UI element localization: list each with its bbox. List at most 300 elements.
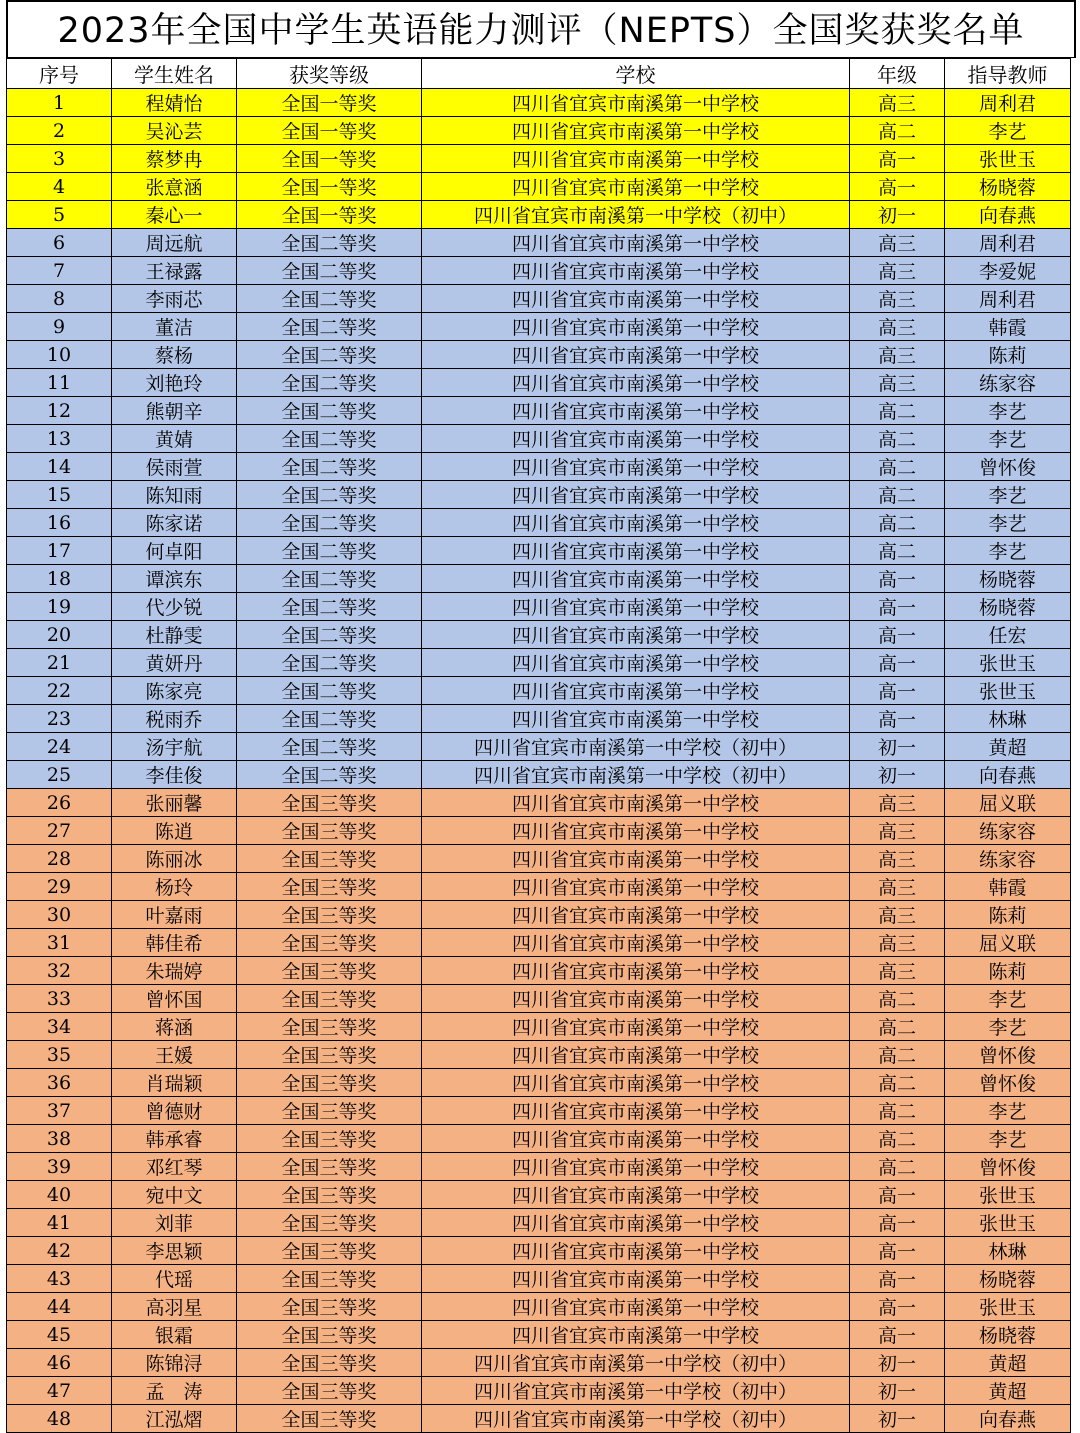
cell-seq: 17 [7,537,112,565]
cell-student-name: 熊朝辛 [112,397,237,425]
cell-seq: 44 [7,1293,112,1321]
cell-school: 四川省宜宾市南溪第一中学校 [422,145,850,173]
cell-student-name: 韩佳希 [112,929,237,957]
cell-grade: 高二 [850,537,945,565]
cell-school: 四川省宜宾市南溪第一中学校 [422,481,850,509]
table-row [7,145,1071,173]
table-row [7,201,1071,229]
cell-school: 四川省宜宾市南溪第一中学校 [422,285,850,313]
table-row [7,369,1071,397]
table-row [7,481,1071,509]
cell-award-level: 全国二等奖 [237,341,422,369]
table-row [7,1321,1071,1349]
cell-student-name: 高羽星 [112,1293,237,1321]
cell-school: 四川省宜宾市南溪第一中学校 [422,397,850,425]
cell-teacher: 李艺 [945,985,1071,1013]
cell-teacher: 练家容 [945,369,1071,397]
cell-teacher: 张世玉 [945,1293,1071,1321]
header-teacher: 指导教师 [945,59,1071,89]
table-row [7,313,1071,341]
cell-school: 四川省宜宾市南溪第一中学校 [422,873,850,901]
cell-seq: 8 [7,285,112,313]
cell-school: 四川省宜宾市南溪第一中学校 [422,957,850,985]
cell-teacher: 李爱妮 [945,257,1071,285]
table-row [7,173,1071,201]
cell-seq: 38 [7,1125,112,1153]
cell-student-name: 宛中文 [112,1181,237,1209]
table-row [7,1125,1071,1153]
cell-grade: 初一 [850,1405,945,1433]
cell-seq: 11 [7,369,112,397]
cell-teacher: 杨晓蓉 [945,1321,1071,1349]
table-row [7,1265,1071,1293]
cell-award-level: 全国三等奖 [237,789,422,817]
cell-school: 四川省宜宾市南溪第一中学校 [422,593,850,621]
cell-grade: 高二 [850,453,945,481]
cell-teacher: 张世玉 [945,1209,1071,1237]
cell-grade: 初一 [850,1377,945,1405]
cell-student-name: 陈逍 [112,817,237,845]
cell-grade: 高一 [850,1293,945,1321]
cell-teacher: 李艺 [945,117,1071,145]
table-row [7,1405,1071,1433]
cell-seq: 26 [7,789,112,817]
cell-seq: 46 [7,1349,112,1377]
cell-grade: 高一 [850,1265,945,1293]
cell-grade: 高二 [850,1069,945,1097]
table-row [7,929,1071,957]
cell-grade: 高二 [850,1013,945,1041]
cell-school: 四川省宜宾市南溪第一中学校 [422,845,850,873]
cell-grade: 初一 [850,733,945,761]
cell-school: 四川省宜宾市南溪第一中学校 [422,453,850,481]
cell-student-name: 侯雨萱 [112,453,237,481]
cell-school: 四川省宜宾市南溪第一中学校 [422,509,850,537]
cell-teacher: 练家容 [945,817,1071,845]
table-row [7,789,1071,817]
cell-seq: 20 [7,621,112,649]
cell-seq: 31 [7,929,112,957]
cell-school: 四川省宜宾市南溪第一中学校 [422,313,850,341]
cell-student-name: 张意涵 [112,173,237,201]
cell-student-name: 杨玲 [112,873,237,901]
page-title: 2023年全国中学生英语能力测评（NEPTS）全国奖获奖名单 [6,0,1076,58]
cell-seq: 42 [7,1237,112,1265]
cell-seq: 27 [7,817,112,845]
cell-award-level: 全国三等奖 [237,845,422,873]
table-row [7,1097,1071,1125]
cell-award-level: 全国三等奖 [237,1125,422,1153]
cell-grade: 高一 [850,565,945,593]
table-row [7,257,1071,285]
cell-grade: 高一 [850,145,945,173]
cell-teacher: 向春燕 [945,1405,1071,1433]
cell-grade: 高一 [850,621,945,649]
cell-award-level: 全国三等奖 [237,1013,422,1041]
cell-seq: 5 [7,201,112,229]
cell-student-name: 李雨芯 [112,285,237,313]
cell-grade: 初一 [850,761,945,789]
cell-seq: 14 [7,453,112,481]
cell-award-level: 全国三等奖 [237,1349,422,1377]
cell-teacher: 韩霞 [945,873,1071,901]
cell-grade: 高二 [850,425,945,453]
table-row [7,901,1071,929]
cell-seq: 47 [7,1377,112,1405]
cell-teacher: 张世玉 [945,677,1071,705]
cell-teacher: 黄超 [945,1377,1071,1405]
table-row [7,509,1071,537]
cell-award-level: 全国二等奖 [237,677,422,705]
cell-grade: 高一 [850,1181,945,1209]
cell-student-name: 代瑶 [112,1265,237,1293]
table-row [7,1237,1071,1265]
table-row [7,873,1071,901]
table-row [7,845,1071,873]
cell-award-level: 全国三等奖 [237,1041,422,1069]
cell-student-name: 韩承睿 [112,1125,237,1153]
cell-student-name: 王禄露 [112,257,237,285]
cell-school: 四川省宜宾市南溪第一中学校 [422,789,850,817]
cell-seq: 9 [7,313,112,341]
cell-grade: 高三 [850,929,945,957]
cell-school: 四川省宜宾市南溪第一中学校 [422,257,850,285]
header-seq: 序号 [7,59,112,89]
cell-award-level: 全国三等奖 [237,1405,422,1433]
cell-seq: 39 [7,1153,112,1181]
cell-school: 四川省宜宾市南溪第一中学校（初中） [422,201,850,229]
cell-award-level: 全国三等奖 [237,1069,422,1097]
table-row [7,425,1071,453]
cell-student-name: 程婧怡 [112,89,237,117]
cell-student-name: 王媛 [112,1041,237,1069]
cell-seq: 36 [7,1069,112,1097]
cell-seq: 29 [7,873,112,901]
cell-student-name: 蔡梦冉 [112,145,237,173]
cell-grade: 高一 [850,649,945,677]
cell-teacher: 李艺 [945,509,1071,537]
cell-grade: 高三 [850,285,945,313]
cell-student-name: 蔡杨 [112,341,237,369]
cell-school: 四川省宜宾市南溪第一中学校 [422,1013,850,1041]
cell-school: 四川省宜宾市南溪第一中学校 [422,677,850,705]
table-row [7,537,1071,565]
cell-grade: 高二 [850,985,945,1013]
table-row [7,621,1071,649]
cell-school: 四川省宜宾市南溪第一中学校 [422,1153,850,1181]
cell-school: 四川省宜宾市南溪第一中学校 [422,817,850,845]
cell-teacher: 黄超 [945,1349,1071,1377]
cell-seq: 13 [7,425,112,453]
cell-grade: 高二 [850,481,945,509]
cell-student-name: 谭滨东 [112,565,237,593]
cell-teacher: 李艺 [945,537,1071,565]
cell-teacher: 张世玉 [945,1181,1071,1209]
cell-school: 四川省宜宾市南溪第一中学校 [422,173,850,201]
cell-teacher: 练家容 [945,845,1071,873]
cell-school: 四川省宜宾市南溪第一中学校 [422,117,850,145]
cell-grade: 高二 [850,117,945,145]
cell-school: 四川省宜宾市南溪第一中学校 [422,1237,850,1265]
cell-teacher: 李艺 [945,425,1071,453]
table-row [7,1013,1071,1041]
cell-grade: 高一 [850,593,945,621]
cell-award-level: 全国三等奖 [237,957,422,985]
cell-award-level: 全国二等奖 [237,285,422,313]
cell-award-level: 全国二等奖 [237,481,422,509]
cell-grade: 高三 [850,789,945,817]
cell-school: 四川省宜宾市南溪第一中学校 [422,1125,850,1153]
cell-seq: 10 [7,341,112,369]
cell-award-level: 全国三等奖 [237,929,422,957]
cell-student-name: 曾德财 [112,1097,237,1125]
table-row [7,677,1071,705]
cell-teacher: 曾怀俊 [945,1153,1071,1181]
cell-award-level: 全国二等奖 [237,705,422,733]
cell-school: 四川省宜宾市南溪第一中学校 [422,1321,850,1349]
cell-student-name: 陈丽冰 [112,845,237,873]
cell-school: 四川省宜宾市南溪第一中学校 [422,537,850,565]
cell-award-level: 全国二等奖 [237,313,422,341]
cell-teacher: 李艺 [945,397,1071,425]
table-row [7,89,1071,117]
cell-teacher: 陈莉 [945,901,1071,929]
cell-teacher: 曾怀俊 [945,1069,1071,1097]
cell-grade: 高三 [850,229,945,257]
cell-award-level: 全国三等奖 [237,1153,422,1181]
cell-grade: 高一 [850,705,945,733]
cell-grade: 高二 [850,509,945,537]
cell-award-level: 全国三等奖 [237,1377,422,1405]
cell-award-level: 全国三等奖 [237,1321,422,1349]
cell-school: 四川省宜宾市南溪第一中学校 [422,425,850,453]
cell-school: 四川省宜宾市南溪第一中学校 [422,929,850,957]
cell-student-name: 叶嘉雨 [112,901,237,929]
cell-seq: 37 [7,1097,112,1125]
cell-seq: 23 [7,705,112,733]
cell-teacher: 屈义联 [945,929,1071,957]
cell-teacher: 杨晓蓉 [945,1265,1071,1293]
cell-grade: 高一 [850,173,945,201]
cell-school: 四川省宜宾市南溪第一中学校 [422,985,850,1013]
cell-award-level: 全国二等奖 [237,257,422,285]
cell-student-name: 刘菲 [112,1209,237,1237]
cell-seq: 3 [7,145,112,173]
cell-grade: 高二 [850,1125,945,1153]
cell-award-level: 全国二等奖 [237,425,422,453]
table-row [7,397,1071,425]
cell-teacher: 周利君 [945,285,1071,313]
cell-seq: 15 [7,481,112,509]
cell-school: 四川省宜宾市南溪第一中学校 [422,901,850,929]
cell-teacher: 陈莉 [945,957,1071,985]
cell-grade: 高一 [850,1237,945,1265]
cell-teacher: 林琳 [945,705,1071,733]
cell-award-level: 全国二等奖 [237,565,422,593]
award-list-sheet [6,0,1076,1433]
cell-school: 四川省宜宾市南溪第一中学校 [422,565,850,593]
cell-school: 四川省宜宾市南溪第一中学校 [422,1097,850,1125]
cell-grade: 高三 [850,957,945,985]
cell-award-level: 全国一等奖 [237,117,422,145]
cell-grade: 初一 [850,1349,945,1377]
cell-teacher: 黄超 [945,733,1071,761]
cell-grade: 高三 [850,369,945,397]
header-school: 学校 [422,59,850,89]
cell-teacher: 李艺 [945,481,1071,509]
cell-student-name: 陈家诺 [112,509,237,537]
cell-seq: 6 [7,229,112,257]
cell-grade: 高三 [850,901,945,929]
table-row [7,1041,1071,1069]
cell-grade: 高三 [850,341,945,369]
cell-school: 四川省宜宾市南溪第一中学校 [422,705,850,733]
cell-seq: 4 [7,173,112,201]
cell-school: 四川省宜宾市南溪第一中学校 [422,1041,850,1069]
cell-grade: 高三 [850,873,945,901]
cell-award-level: 全国二等奖 [237,733,422,761]
cell-school: 四川省宜宾市南溪第一中学校（初中） [422,761,850,789]
award-table [6,58,1071,1433]
table-row [7,705,1071,733]
cell-award-level: 全国二等奖 [237,621,422,649]
table-row [7,957,1071,985]
table-row [7,285,1071,313]
cell-award-level: 全国三等奖 [237,901,422,929]
table-row [7,1293,1071,1321]
cell-seq: 12 [7,397,112,425]
cell-seq: 2 [7,117,112,145]
cell-award-level: 全国二等奖 [237,537,422,565]
cell-grade: 高一 [850,1321,945,1349]
cell-grade: 高三 [850,845,945,873]
cell-seq: 19 [7,593,112,621]
cell-award-level: 全国三等奖 [237,1293,422,1321]
cell-student-name: 陈家亮 [112,677,237,705]
cell-student-name: 汤宇航 [112,733,237,761]
cell-award-level: 全国三等奖 [237,873,422,901]
header-award-level: 获奖等级 [237,59,422,89]
cell-grade: 高二 [850,1041,945,1069]
cell-teacher: 周利君 [945,89,1071,117]
cell-student-name: 黄婧 [112,425,237,453]
cell-teacher: 李艺 [945,1125,1071,1153]
cell-award-level: 全国二等奖 [237,453,422,481]
cell-seq: 41 [7,1209,112,1237]
cell-grade: 高一 [850,677,945,705]
cell-teacher: 杨晓蓉 [945,565,1071,593]
table-row [7,1069,1071,1097]
cell-grade: 高二 [850,1097,945,1125]
cell-school: 四川省宜宾市南溪第一中学校 [422,621,850,649]
cell-award-level: 全国三等奖 [237,1181,422,1209]
cell-school: 四川省宜宾市南溪第一中学校 [422,649,850,677]
table-row [7,649,1071,677]
cell-student-name: 李佳俊 [112,761,237,789]
cell-student-name: 陈锦浔 [112,1349,237,1377]
cell-teacher: 向春燕 [945,761,1071,789]
cell-school: 四川省宜宾市南溪第一中学校 [422,369,850,397]
cell-student-name: 黄妍丹 [112,649,237,677]
cell-award-level: 全国二等奖 [237,761,422,789]
cell-seq: 45 [7,1321,112,1349]
cell-grade: 高三 [850,89,945,117]
cell-school: 四川省宜宾市南溪第一中学校 [422,1069,850,1097]
cell-seq: 21 [7,649,112,677]
cell-teacher: 曾怀俊 [945,453,1071,481]
cell-grade: 高三 [850,257,945,285]
cell-seq: 30 [7,901,112,929]
cell-teacher: 张世玉 [945,649,1071,677]
cell-teacher: 陈莉 [945,341,1071,369]
cell-grade: 初一 [850,201,945,229]
cell-award-level: 全国二等奖 [237,369,422,397]
cell-school: 四川省宜宾市南溪第一中学校 [422,229,850,257]
cell-seq: 33 [7,985,112,1013]
cell-grade: 高三 [850,817,945,845]
cell-award-level: 全国二等奖 [237,229,422,257]
cell-student-name: 董洁 [112,313,237,341]
cell-school: 四川省宜宾市南溪第一中学校（初中） [422,733,850,761]
cell-seq: 1 [7,89,112,117]
cell-seq: 24 [7,733,112,761]
cell-student-name: 何卓阳 [112,537,237,565]
cell-seq: 40 [7,1181,112,1209]
table-row [7,565,1071,593]
cell-student-name: 邓红琴 [112,1153,237,1181]
cell-award-level: 全国一等奖 [237,145,422,173]
cell-seq: 32 [7,957,112,985]
header-grade: 年级 [850,59,945,89]
cell-seq: 25 [7,761,112,789]
cell-student-name: 张丽馨 [112,789,237,817]
cell-school: 四川省宜宾市南溪第一中学校（初中） [422,1405,850,1433]
cell-school: 四川省宜宾市南溪第一中学校 [422,1209,850,1237]
cell-student-name: 孟 涛 [112,1377,237,1405]
cell-award-level: 全国二等奖 [237,509,422,537]
cell-award-level: 全国三等奖 [237,1237,422,1265]
cell-school: 四川省宜宾市南溪第一中学校（初中） [422,1349,850,1377]
cell-seq: 28 [7,845,112,873]
cell-award-level: 全国二等奖 [237,593,422,621]
cell-award-level: 全国一等奖 [237,89,422,117]
cell-student-name: 税雨乔 [112,705,237,733]
cell-student-name: 肖瑞颖 [112,1069,237,1097]
cell-award-level: 全国三等奖 [237,985,422,1013]
cell-student-name: 曾怀国 [112,985,237,1013]
cell-seq: 35 [7,1041,112,1069]
cell-award-level: 全国三等奖 [237,1209,422,1237]
table-body [7,89,1071,1433]
cell-student-name: 银霜 [112,1321,237,1349]
cell-school: 四川省宜宾市南溪第一中学校 [422,89,850,117]
cell-teacher: 李艺 [945,1097,1071,1125]
cell-teacher: 李艺 [945,1013,1071,1041]
cell-teacher: 曾怀俊 [945,1041,1071,1069]
cell-grade: 高二 [850,1153,945,1181]
table-header-row [7,59,1071,89]
cell-seq: 34 [7,1013,112,1041]
cell-teacher: 林琳 [945,1237,1071,1265]
cell-seq: 7 [7,257,112,285]
cell-seq: 43 [7,1265,112,1293]
cell-student-name: 蒋涵 [112,1013,237,1041]
cell-student-name: 陈知雨 [112,481,237,509]
table-row [7,117,1071,145]
cell-student-name: 杜静雯 [112,621,237,649]
cell-student-name: 江泓熠 [112,1405,237,1433]
cell-teacher: 周利君 [945,229,1071,257]
